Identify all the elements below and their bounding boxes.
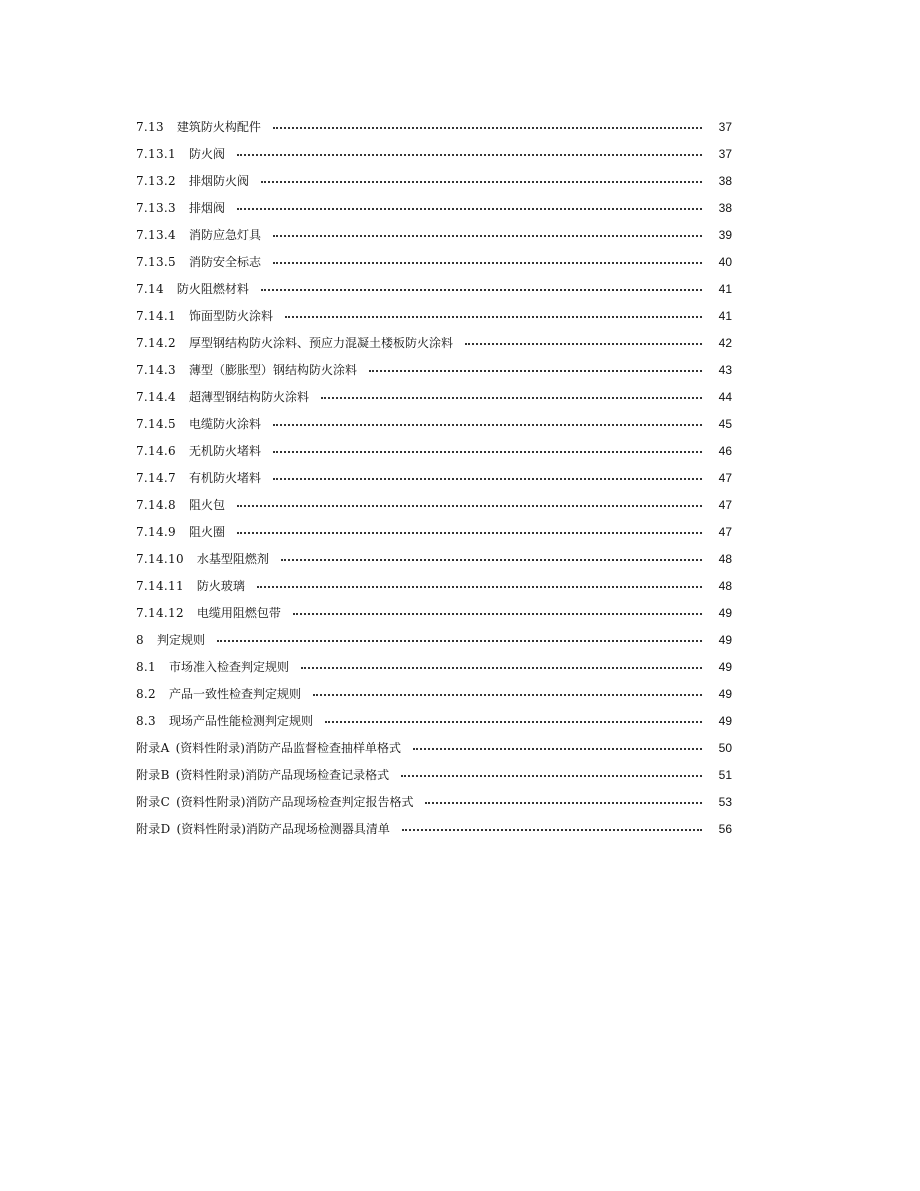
toc-number: 附录C bbox=[136, 795, 171, 809]
toc-page-number: 41 bbox=[718, 309, 732, 323]
toc-number: 附录D bbox=[136, 822, 171, 836]
toc-title: (资料性附录)消防产品现场检测器具清单 bbox=[176, 822, 390, 836]
toc-number: 7.14.9 bbox=[136, 525, 176, 539]
toc-title: 防火阀 bbox=[188, 147, 225, 161]
toc-title: 建筑防火构配件 bbox=[176, 120, 261, 134]
toc-number: 7.13.4 bbox=[136, 228, 176, 242]
toc-page-number: 44 bbox=[718, 390, 732, 404]
toc-page-number: 53 bbox=[718, 795, 732, 809]
toc-page-number: 47 bbox=[718, 498, 732, 512]
toc-page-number: 38 bbox=[718, 201, 732, 215]
toc-entry[interactable] bbox=[136, 735, 732, 762]
toc-page-number: 47 bbox=[718, 471, 732, 485]
toc-page-number: 40 bbox=[718, 255, 732, 269]
toc-title: 厚型钢结构防火涂料、预应力混凝土楼板防火涂料 bbox=[188, 336, 453, 350]
toc-leader-dots bbox=[237, 531, 702, 534]
toc-leader-dots bbox=[237, 153, 702, 156]
toc-number: 8.3 bbox=[136, 714, 156, 728]
toc-entry[interactable] bbox=[136, 357, 732, 384]
toc-entry[interactable] bbox=[136, 276, 732, 303]
toc-entry[interactable] bbox=[136, 168, 732, 195]
toc-entry[interactable] bbox=[136, 519, 732, 546]
toc-entry[interactable] bbox=[136, 546, 732, 573]
toc-leader-dots bbox=[425, 801, 702, 804]
toc-entry[interactable] bbox=[136, 330, 732, 357]
toc-page-number: 48 bbox=[718, 579, 732, 593]
toc-title: (资料性附录)消防产品现场检查判定报告格式 bbox=[176, 795, 414, 809]
toc-entry[interactable] bbox=[136, 222, 732, 249]
toc-page-number: 49 bbox=[718, 606, 732, 620]
toc-page-number: 51 bbox=[718, 768, 732, 782]
toc-number: 7.14.5 bbox=[136, 417, 176, 431]
toc-leader-dots bbox=[273, 450, 702, 453]
toc-entry[interactable] bbox=[136, 438, 732, 465]
toc-page-number: 37 bbox=[718, 147, 732, 161]
toc-entry[interactable] bbox=[136, 195, 732, 222]
toc-leader-dots bbox=[325, 720, 702, 723]
toc-title: 消防应急灯具 bbox=[188, 228, 261, 242]
toc-leader-dots bbox=[293, 612, 702, 615]
toc-number: 7.14 bbox=[136, 282, 164, 296]
toc-leader-dots bbox=[401, 774, 702, 777]
toc-title: 薄型（膨胀型）钢结构防火涂料 bbox=[188, 363, 357, 377]
toc-leader-dots bbox=[273, 234, 702, 237]
toc-number: 7.13.2 bbox=[136, 174, 176, 188]
toc-leader-dots bbox=[313, 693, 702, 696]
toc-page-number: 37 bbox=[718, 120, 732, 134]
toc-number: 7.14.10 bbox=[136, 552, 184, 566]
toc-leader-dots bbox=[237, 207, 702, 210]
toc-entry[interactable] bbox=[136, 627, 732, 654]
toc-leader-dots bbox=[413, 747, 702, 750]
toc-number: 附录B bbox=[136, 768, 170, 782]
toc-title: 超薄型钢结构防火涂料 bbox=[188, 390, 309, 404]
toc-title: 市场准入检查判定规则 bbox=[168, 660, 289, 674]
toc-title: 消防安全标志 bbox=[188, 255, 261, 269]
toc-entry[interactable] bbox=[136, 411, 732, 438]
toc-number: 7.14.2 bbox=[136, 336, 176, 350]
toc-leader-dots bbox=[301, 666, 702, 669]
toc-title: 防火玻璃 bbox=[196, 579, 245, 593]
toc-leader-dots bbox=[237, 504, 702, 507]
toc-entry[interactable] bbox=[136, 141, 732, 168]
toc-number: 7.13 bbox=[136, 120, 164, 134]
toc-title: 电缆用阻燃包带 bbox=[196, 606, 281, 620]
toc-entry[interactable] bbox=[136, 600, 732, 627]
toc-leader-dots bbox=[261, 180, 702, 183]
toc-entry[interactable] bbox=[136, 573, 732, 600]
toc-leader-dots bbox=[369, 369, 702, 372]
toc-entry[interactable] bbox=[136, 681, 732, 708]
toc-number: 7.14.7 bbox=[136, 471, 176, 485]
toc-number: 8.2 bbox=[136, 687, 156, 701]
toc-page-number: 48 bbox=[718, 552, 732, 566]
toc-leader-dots bbox=[273, 126, 702, 129]
toc-number: 7.14.6 bbox=[136, 444, 176, 458]
toc-number: 7.14.1 bbox=[136, 309, 176, 323]
toc-title: 防火阻燃材料 bbox=[176, 282, 249, 296]
toc-entry[interactable] bbox=[136, 708, 732, 735]
toc-title: 水基型阻燃剂 bbox=[196, 552, 269, 566]
toc-page-number: 38 bbox=[718, 174, 732, 188]
toc-page-number: 56 bbox=[718, 822, 732, 836]
toc-title: 产品一致性检查判定规则 bbox=[168, 687, 301, 701]
toc-page-number: 49 bbox=[718, 714, 732, 728]
toc-title: 阻火圈 bbox=[188, 525, 225, 539]
toc-leader-dots bbox=[273, 423, 702, 426]
toc-number: 7.14.8 bbox=[136, 498, 176, 512]
toc-entry[interactable] bbox=[136, 492, 732, 519]
toc-number: 7.13.1 bbox=[136, 147, 176, 161]
toc-entry[interactable] bbox=[136, 114, 732, 141]
toc-page-number: 50 bbox=[718, 741, 732, 755]
toc-leader-dots bbox=[273, 477, 702, 480]
toc-entry[interactable] bbox=[136, 384, 732, 411]
toc-title: 判定规则 bbox=[156, 633, 205, 647]
toc-page-number: 43 bbox=[718, 363, 732, 377]
toc-number: 7.13.5 bbox=[136, 255, 176, 269]
toc-page-number: 39 bbox=[718, 228, 732, 242]
toc-number: 7.13.3 bbox=[136, 201, 176, 215]
toc-leader-dots bbox=[402, 828, 702, 831]
toc-entry[interactable] bbox=[136, 816, 732, 843]
toc-title: 排烟阀 bbox=[188, 201, 225, 215]
toc-page-number: 49 bbox=[718, 687, 732, 701]
toc-title: 电缆防火涂料 bbox=[188, 417, 261, 431]
toc-leader-dots bbox=[465, 342, 702, 345]
toc-number: 7.14.12 bbox=[136, 606, 184, 620]
toc-leader-dots bbox=[273, 261, 702, 264]
toc-entry[interactable] bbox=[136, 465, 732, 492]
toc-leader-dots bbox=[261, 288, 702, 291]
toc-title: 无机防火堵料 bbox=[188, 444, 261, 458]
toc-page-number: 42 bbox=[718, 336, 732, 350]
toc-number: 附录A bbox=[136, 741, 170, 755]
toc-page-number: 47 bbox=[718, 525, 732, 539]
toc-leader-dots bbox=[217, 639, 702, 642]
toc-number: 7.14.3 bbox=[136, 363, 176, 377]
toc-number: 8 bbox=[136, 633, 144, 647]
toc-number: 8.1 bbox=[136, 660, 156, 674]
table-of-contents bbox=[136, 114, 732, 843]
toc-entry[interactable] bbox=[136, 789, 732, 816]
toc-number: 7.14.4 bbox=[136, 390, 176, 404]
toc-leader-dots bbox=[321, 396, 702, 399]
toc-entry[interactable] bbox=[136, 762, 732, 789]
toc-leader-dots bbox=[281, 558, 702, 561]
toc-entry[interactable] bbox=[136, 303, 732, 330]
toc-title: 饰面型防火涂料 bbox=[188, 309, 273, 323]
toc-leader-dots bbox=[257, 585, 702, 588]
toc-page-number: 41 bbox=[718, 282, 732, 296]
toc-title: 阻火包 bbox=[188, 498, 225, 512]
toc-title: (资料性附录)消防产品监督检查抽样单格式 bbox=[175, 741, 401, 755]
toc-number: 7.14.11 bbox=[136, 579, 184, 593]
toc-page-number: 49 bbox=[718, 633, 732, 647]
toc-entry[interactable] bbox=[136, 249, 732, 276]
toc-title: 有机防火堵料 bbox=[188, 471, 261, 485]
toc-page-number: 45 bbox=[718, 417, 732, 431]
toc-page-number: 46 bbox=[718, 444, 732, 458]
toc-entry[interactable] bbox=[136, 654, 732, 681]
toc-title: (资料性附录)消防产品现场检查记录格式 bbox=[175, 768, 390, 782]
toc-title: 排烟防火阀 bbox=[188, 174, 249, 188]
toc-title: 现场产品性能检测判定规则 bbox=[168, 714, 313, 728]
toc-page-number: 49 bbox=[718, 660, 732, 674]
toc-leader-dots bbox=[285, 315, 702, 318]
